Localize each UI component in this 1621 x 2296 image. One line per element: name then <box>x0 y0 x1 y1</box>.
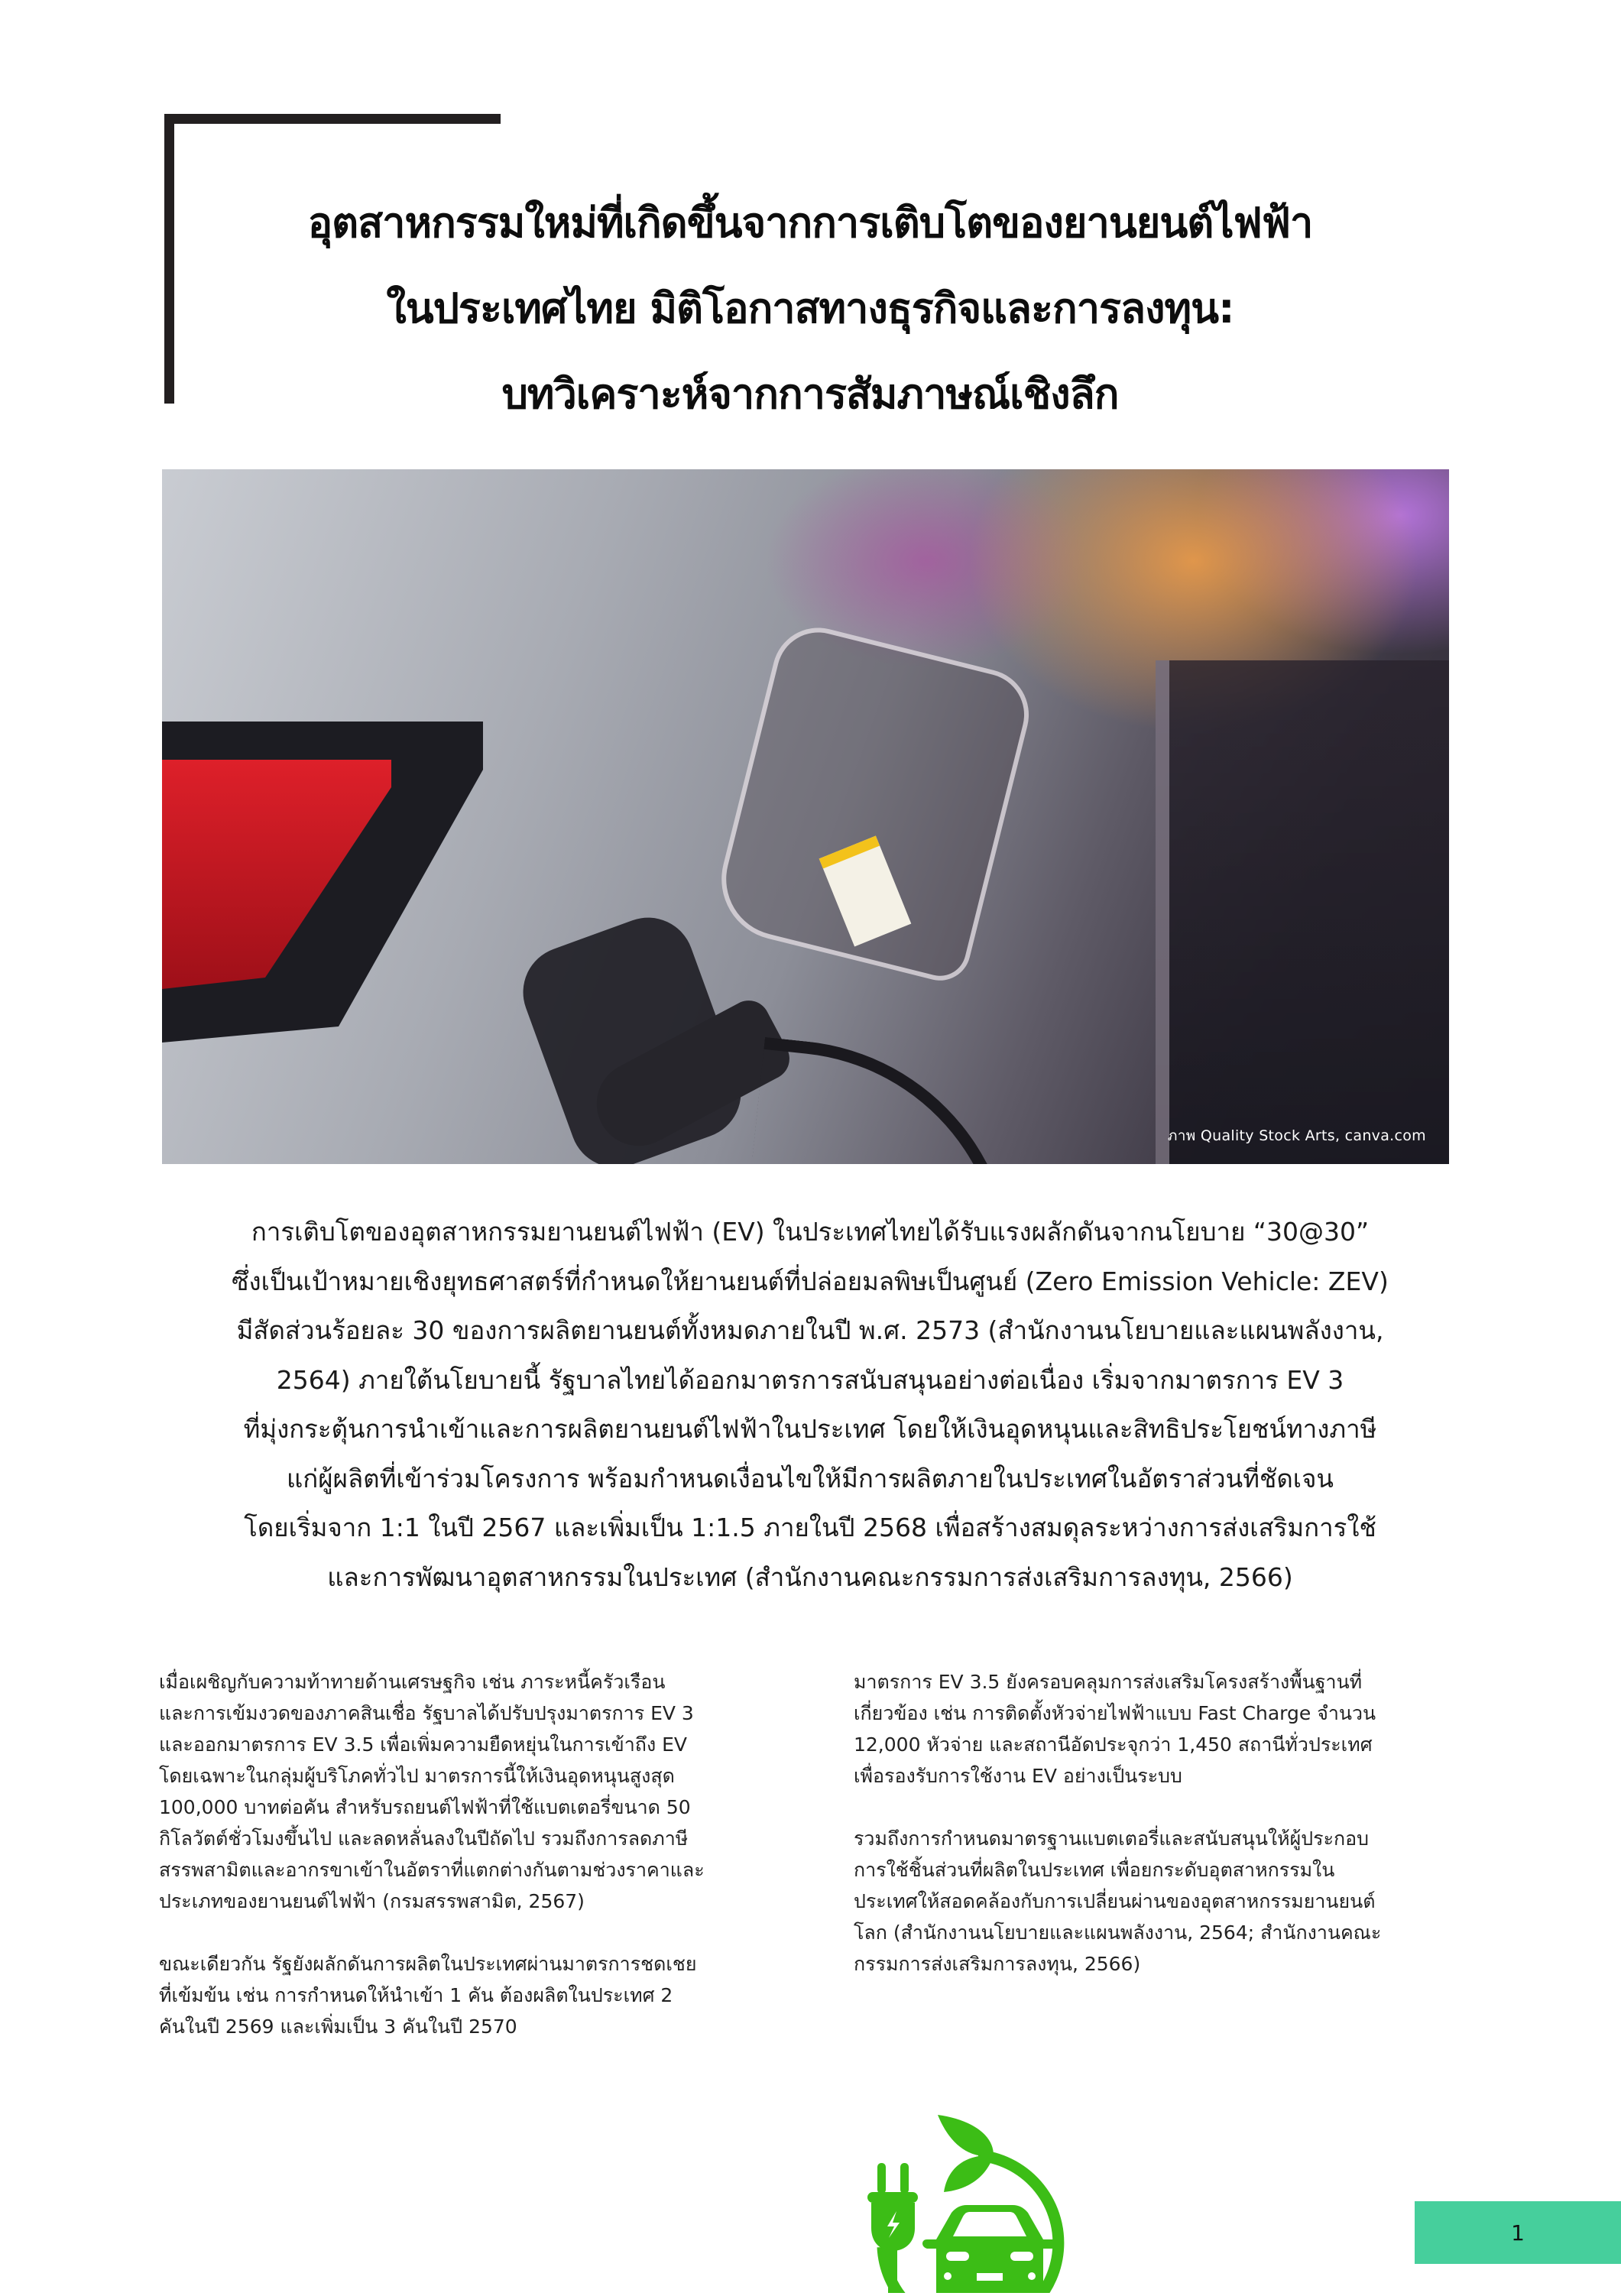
body-line: กรรมการส่งเสริมการลงทุน, 2566) <box>854 1953 1141 1975</box>
intro-line: และการพัฒนาอุตสาหกรรมในประเทศ (สำนักงานคณะกรรมการส่งเสริมการลงทุน, 2566) <box>327 1561 1293 1592</box>
ev-car-plug-leaf-icon <box>852 2102 1081 2293</box>
title-line: ในประเทศไทย มิติโอกาสทางธุรกิจและการลงทุน: <box>386 284 1234 333</box>
body-line: 12,000 หัวจ่าย และสถานีอัดประจุกว่า 1,450 สถานีทั่วประเทศ <box>854 1733 1373 1756</box>
body-line: สรรพสามิตและอากรขาเข้าในอัตราที่แตกต่างกันตามช่วงราคาและ <box>159 1859 705 1881</box>
page-title <box>183 180 1437 437</box>
body-line: เพื่อรองรับการใช้งาน EV อย่างเป็นระบบ <box>854 1765 1182 1787</box>
body-line: มาตรการ EV 3.5 ยังครอบคลุมการส่งเสริมโครงสร้างพื้นฐานที่ <box>854 1671 1363 1693</box>
body-line: ที่เข้มข้น เช่น การกำหนดให้นำเข้า 1 คัน ต้องผลิตในประเทศ 2 <box>159 1984 673 2006</box>
title-line: อุตสาหกรรมใหม่ที่เกิดขึ้นจากการเติบโตของยานยนต์ไฟฟ้า <box>307 199 1313 248</box>
body-line: โดยเฉพาะในกลุ่มผู้บริโภคทั่วไป มาตรการนี้ให้เงินอุดหนุนสูงสุด <box>159 1765 675 1787</box>
body-line: ประเภทของยานยนต์ไฟฟ้า (กรมสรรพสามิต, 2567) <box>159 1890 585 1912</box>
body-line: รวมถึงการกำหนดมาตรฐานแบตเตอรี่และสนับสนุนให้ผู้ประกอบ <box>854 1827 1370 1850</box>
intro-paragraph <box>164 1208 1456 1602</box>
body-line: ประเทศให้สอดคล้องกับการเปลี่ยนผ่านของอุตสาหกรรมยานยนต์ <box>854 1890 1376 1912</box>
intro-line: มีสัดส่วนร้อยละ 30 ของการผลิตยานยนต์ทั้งหมดภายในปี พ.ศ. 2573 (สำนักงานนโยบายและแผนพลังงาน, <box>236 1315 1384 1345</box>
page-number: 1 <box>1511 2220 1525 2246</box>
body-line: กิโลวัตต์ชั่วโมงขึ้นไป และลดหลั่นลงในปีถัดไป รวมถึงการลดภาษี <box>159 1827 689 1850</box>
page-number-badge <box>1415 2201 1621 2264</box>
body-line: 100,000 บาทต่อคัน สำหรับรถยนต์ไฟฟ้าที่ใช้แบตเตอรี่ขนาด 50 <box>159 1796 691 1818</box>
body-line: เมื่อเผชิญกับความท้าทายด้านเศรษฐกิจ เช่น ภาระหนี้ครัวเรือน <box>159 1671 666 1693</box>
body-paragraph <box>159 1666 770 1917</box>
body-line: ขณะเดียวกัน รัฐยังผลักดันการผลิตในประเทศผ่านมาตรการชดเชย <box>159 1953 697 1975</box>
left-column <box>159 1666 770 2074</box>
intro-line: โดยเริ่มจาก 1:1 ในปี 2567 และเพิ่มเป็น 1:1.5 ภายในปี 2568 เพื่อสร้างสมดุลระหว่างการส่งเสริมการใช้ <box>244 1513 1376 1542</box>
body-paragraph <box>854 1666 1465 1792</box>
title-line: บทวิเคราะห์จากการสัมภาษณ์เชิงลึก <box>501 370 1119 419</box>
intro-line: ที่มุ่งกระตุ้นการนำเข้าและการผลิตยานยนต์ไฟฟ้าในประเทศ โดยให้เงินอุดหนุนและสิทธิประโยชน์ทางภาษี <box>243 1414 1377 1444</box>
intro-line: ซึ่งเป็นเป้าหมายเชิงยุทธศาสตร์ที่กำหนดให้ยานยนต์ที่ปล่อยมลพิษเป็นศูนย์ (Zero Emission Vehicle: ZEV) <box>232 1266 1389 1296</box>
intro-line: 2564) ภายใต้นโยบายนี้ รัฐบาลไทยได้ออกมาตรการสนับสนุนอย่างต่อเนื่อง เริ่มจากมาตรการ EV 3 <box>276 1364 1344 1395</box>
intro-line: การเติบโตของอุตสาหกรรมยานยนต์ไฟฟ้า (EV) ในประเทศไทยได้รับแรงผลักดันจากนโยบาย “30@30” <box>251 1217 1370 1247</box>
body-line: คันในปี 2569 และเพิ่มเป็น 3 คันในปี 2570 <box>159 2015 517 2038</box>
charging-cable <box>722 1037 1036 1164</box>
body-line: การใช้ชิ้นส่วนที่ผลิตในประเทศ เพื่อยกระดับอุตสาหกรรมใน <box>854 1859 1335 1881</box>
body-line: และการเข้มงวดของภาคสินเชื่อ รัฐบาลได้ปรับปรุงมาตรการ EV 3 <box>159 1702 694 1724</box>
hero-image <box>162 469 1449 1164</box>
image-credit: ภาพ Quality Stock Arts, canva.com <box>1167 1127 1426 1144</box>
body-line: และออกมาตรการ EV 3.5 เพื่อเพิ่มความยืดหยุ่นในการเข้าถึง EV <box>159 1733 687 1756</box>
car-door <box>1156 660 1449 1164</box>
body-paragraph <box>854 1823 1465 1980</box>
right-column <box>854 1666 1465 2011</box>
body-paragraph <box>159 1948 770 2042</box>
title-bracket-vertical <box>164 114 174 404</box>
title-bracket-horizontal <box>164 114 501 124</box>
body-line: เกี่ยวข้อง เช่น การติดตั้งหัวจ่ายไฟฟ้าแบบ Fast Charge จำนวน <box>854 1702 1376 1724</box>
intro-line: แก่ผู้ผลิตที่เข้าร่วมโครงการ พร้อมกำหนดเงื่อนไขให้มีการผลิตภายในประเทศในอัตราส่วนที่ชัดเจน <box>287 1463 1334 1493</box>
body-line: โลก (สำนักงานนโยบายและแผนพลังงาน, 2564; สำนักงานคณะ <box>854 1921 1382 1944</box>
